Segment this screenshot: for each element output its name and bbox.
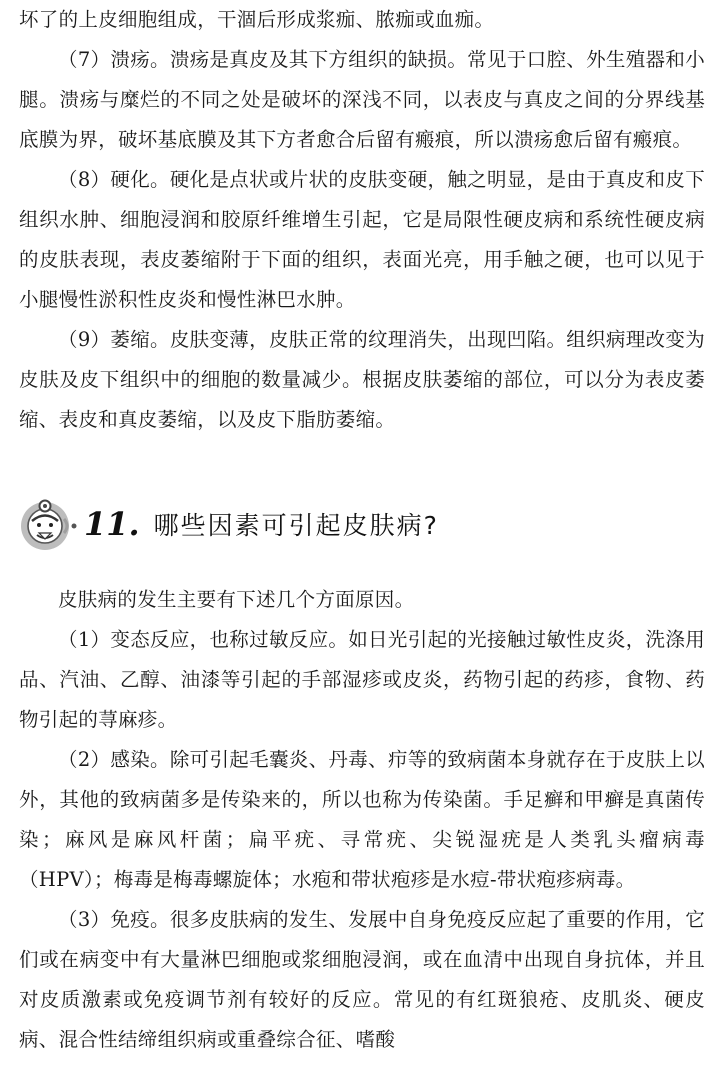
section-title: 哪些因素可引起皮肤病? bbox=[153, 511, 439, 540]
bottom-text-block bbox=[19, 580, 705, 1060]
section-heading bbox=[18, 494, 704, 554]
doctor-head-icon bbox=[18, 495, 80, 553]
paragraph-allergy: （1）变态反应，也称过敏反应。如日光引起的光接触过敏性皮炎，洗涤用品、汽油、乙醇、油漆等引起的手部湿疹或皮炎，药物引起的药疹，食物、药物引起的荨麻疹。 bbox=[19, 628, 705, 731]
section-number: 11. bbox=[84, 505, 140, 543]
paragraph-infection: （2）感染。除可引起毛囊炎、丹毒、疖等的致病菌本身就存在于皮肤上以外，其他的致病菌多是传染来的，所以也称为传染菌。手足癣和甲癣是真菌传染；麻风是麻风杆菌；扁平疣、寻常疣、尖锐湿疣是人类乳头瘤病毒（HPV）；梅毒是梅毒螺旋体；水疱和带状疱疹是水痘-带状疱疹病毒。 bbox=[19, 748, 705, 891]
paragraph-immunity: （3）免疫。很多皮肤病的发生、发展中自身免疫反应起了重要的作用，它们或在病变中有大量淋巴细胞或浆细胞浸润，或在血清中出现自身抗体，并且对皮质激素或免疫调节剂有较好的反应。常见的有红斑狼疮、皮肌炎、硬皮病、混合性结缔组织病或重叠综合征、嗜酸 bbox=[19, 908, 705, 1051]
paragraph-continuation: 坏了的上皮细胞组成，干涸后形成浆痂、脓痂或血痂。 bbox=[19, 8, 495, 31]
top-text-block bbox=[19, 0, 705, 440]
paragraph-atrophy: （9）萎缩。皮肤变薄，皮肤正常的纹理消失，出现凹陷。组织病理改变为皮肤及皮下组织中的细胞的数量减少。根据皮肤萎缩的部位，可以分为表皮萎缩、表皮和真皮萎缩，以及皮下脂肪萎缩。 bbox=[19, 328, 705, 431]
paragraph-intro: 皮肤病的发生主要有下述几个方面原因。 bbox=[58, 588, 415, 611]
paragraph-sclerosis: （8）硬化。硬化是点状或片状的皮肤变硬，触之明显，是由于真皮和皮下组织水肿、细胞浸润和胶原纤维增生引起，它是局限性硬皮病和系统性硬皮病的皮肤表现，表皮萎缩附于下面的组织，表面光亮，用手触之硬，也可以见于小腿慢性淤积性皮炎和慢性淋巴水肿。 bbox=[19, 168, 705, 311]
paragraph-ulcer: （7）溃疡。溃疡是真皮及其下方组织的缺损。常见于口腔、外生殖器和小腿。溃疡与糜烂的不同之处是破坏的深浅不同，以表皮与真皮之间的分界线基底膜为界，破坏基底膜及其下方者愈合后留有瘢痕，所以溃疡愈后留有瘢痕。 bbox=[19, 48, 705, 151]
